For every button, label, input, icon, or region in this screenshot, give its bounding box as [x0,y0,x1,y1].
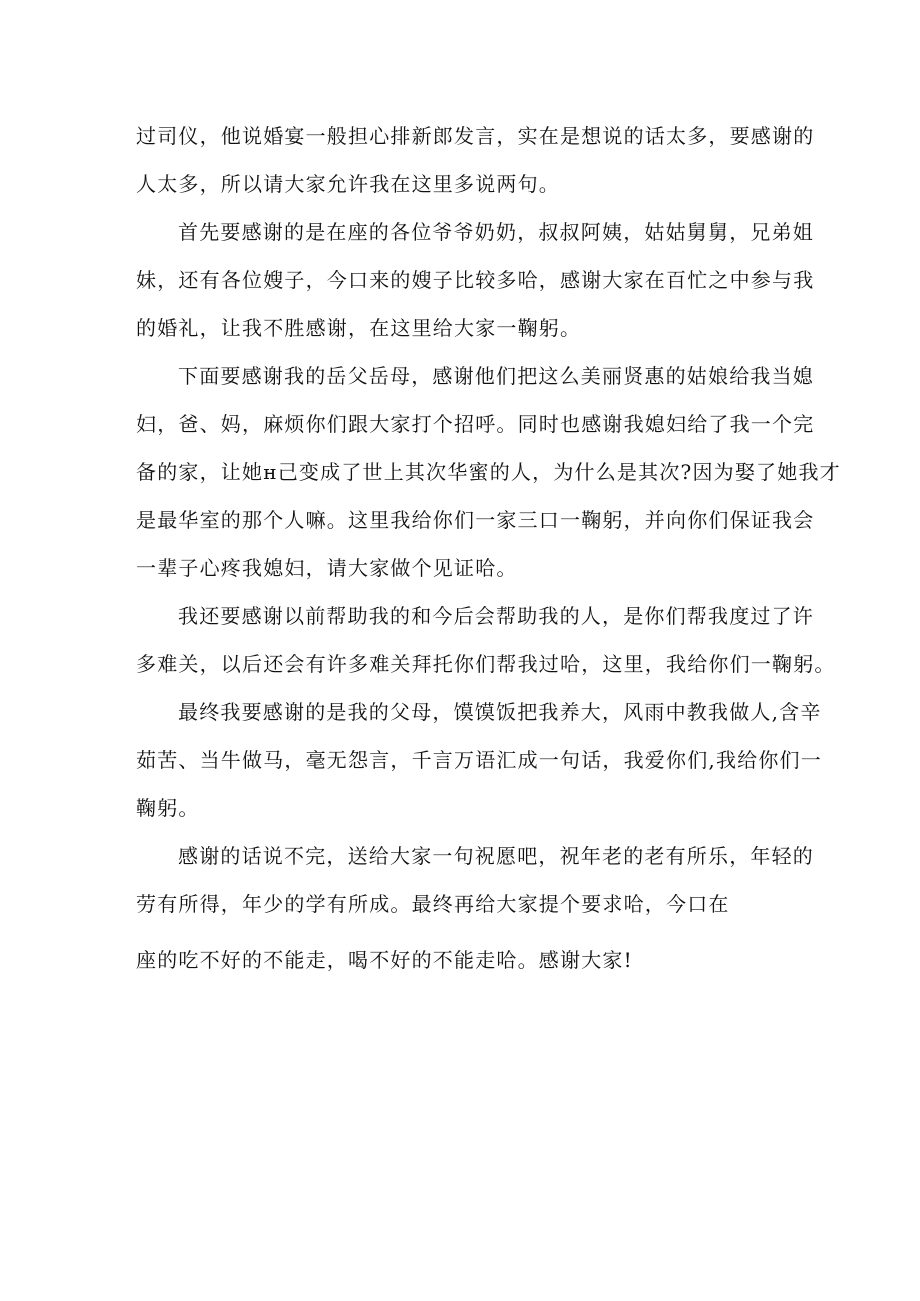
paragraph-thanks-guests [136,208,815,352]
text-line: 多难关，以后还会有许多难关拜托你们帮我过哈，这里，我给你们一鞠躬。 [136,652,836,676]
text-line: 劳有所得，年少的学有所成。最终再给大家提个要求哈，今口在 [136,892,730,916]
paragraph-thanks-in-laws [136,352,841,592]
text-line: 最终我要感谢的是我的父母，馍馍饭把我养大，风雨中教我做人,含辛 [178,700,822,724]
text-line: 一辈子心疼我媳妇，请大家做个见证哈。 [136,556,518,580]
document-body [136,112,841,984]
paragraph-thanks-helpers [136,592,836,688]
text-line: 过司仪，他说婚宴一般担心排新郎发言，实在是想说的话太多，要感谢的 [136,124,815,148]
text-line: 首先要感谢的是在座的各位爷爷奶奶，叔叔阿姨，姑姑舅舅，兄弟姐 [178,220,814,244]
text-line: 感谢的话说不完，送给大家一句祝愿吧，祝年老的老有所乐，年轻的 [178,844,814,868]
text-line: 人太多，所以请大家允许我在这里多说两句。 [136,172,560,196]
text-line: 我还要感谢以前帮助我的和今后会帮助我的人，是你们帮我度过了许 [178,604,814,628]
text-line: 茹苦、当牛做马，毫无怨言，千言万语汇成一句话，我爱你们,我给你们一 [136,748,822,772]
text-line: 妹，还有各位嫂子，今口来的嫂子比较多哈，感谢大家在百忙之中参与我 [136,268,815,292]
text-line: 鞠躬。 [136,796,200,820]
text-line: 妇，爸、妈，麻烦你们跟大家打个招呼。同时也感谢我媳妇给了我一个完 [136,412,815,436]
text-line: 下面要感谢我的岳父岳母，感谢他们把这么美丽贤惠的姑娘给我当媳 [178,364,814,388]
text-line: 备的家，让她н己变成了世上其次华蜜的人，为什么是其次?因为娶了她我才 [136,460,841,484]
text-line: 座的吃不好的不能走，喝不好的不能走哈。感谢大家! [136,948,633,972]
paragraph-intro [136,112,815,208]
paragraph-thanks-parents [136,688,822,832]
text-line: 是最华室的那个人嘛。这里我给你们一家三口一鞠躬，并向你们保证我会 [136,508,815,532]
paragraph-closing [136,832,814,984]
text-line: 的婚礼，让我不胜感谢，在这里给大家一鞠躬。 [136,316,582,340]
